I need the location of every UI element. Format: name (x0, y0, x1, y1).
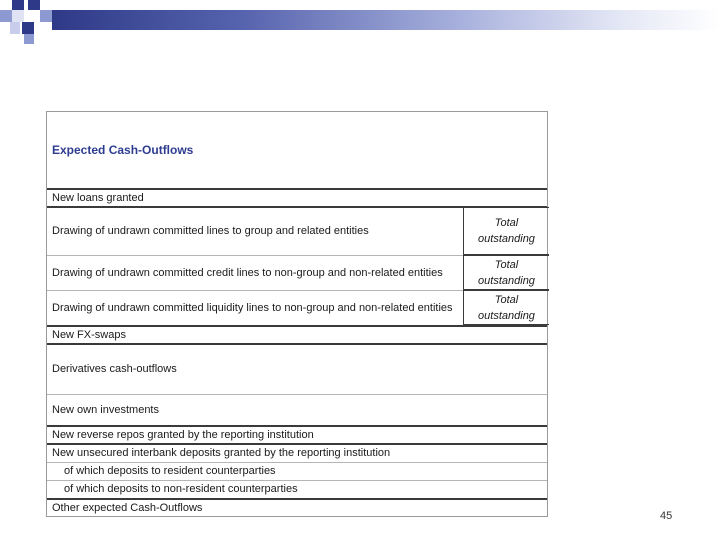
row-label: New loans granted (52, 192, 144, 204)
header-gradient-bar (52, 10, 720, 30)
table-row (47, 327, 547, 343)
table-row (47, 445, 547, 462)
total-outstanding-cell (463, 290, 549, 325)
table-row (47, 500, 547, 516)
total-label: Total (494, 293, 519, 306)
decor-square (28, 0, 40, 10)
row-label: Drawing of undrawn committed liquidity lines to non-group and non-related entities (52, 301, 453, 314)
table-heading: Expected Cash-Outflows (52, 143, 194, 157)
row-label: Drawing of undrawn committed credit lines to non-group and non-related entities (52, 266, 443, 279)
row-label: of which deposits to resident counterparties (64, 465, 276, 477)
table-row (47, 190, 547, 207)
decor-square (12, 10, 24, 22)
decor-square (22, 22, 34, 34)
row-label: New unsecured interbank deposits granted by the reporting institution (52, 447, 391, 459)
row-label: of which deposits to non-resident counterparties (64, 483, 298, 495)
table-row (47, 427, 547, 443)
decor-square (12, 0, 24, 10)
table-row (47, 345, 547, 394)
decor-square (10, 22, 20, 34)
total-label: Total (494, 258, 519, 271)
table-heading-row (47, 112, 547, 189)
decor-square (0, 10, 12, 22)
total-outstanding-cell (463, 207, 549, 255)
outstanding-label: outstanding (478, 233, 535, 245)
row-label: Other expected Cash-Outflows (52, 501, 203, 514)
row-label: New own investments (52, 403, 159, 416)
cash-outflows-table (46, 111, 548, 517)
table-row (47, 395, 547, 425)
total-label: Total (494, 217, 519, 229)
total-outstanding-cell (463, 255, 549, 290)
table-row (47, 481, 547, 498)
outstanding-label: outstanding (478, 274, 535, 287)
page-number: 45 (660, 510, 673, 522)
row-label: New FX-swaps (52, 328, 126, 341)
row-label: Derivatives cash-outflows (52, 363, 177, 375)
table-row (47, 463, 547, 480)
decor-square (24, 34, 34, 44)
decor-square (40, 10, 52, 22)
outstanding-label: outstanding (478, 309, 535, 322)
row-label: Drawing of undrawn committed lines to group and related entities (52, 225, 369, 237)
row-label: New reverse repos granted by the reporting institution (52, 428, 314, 441)
